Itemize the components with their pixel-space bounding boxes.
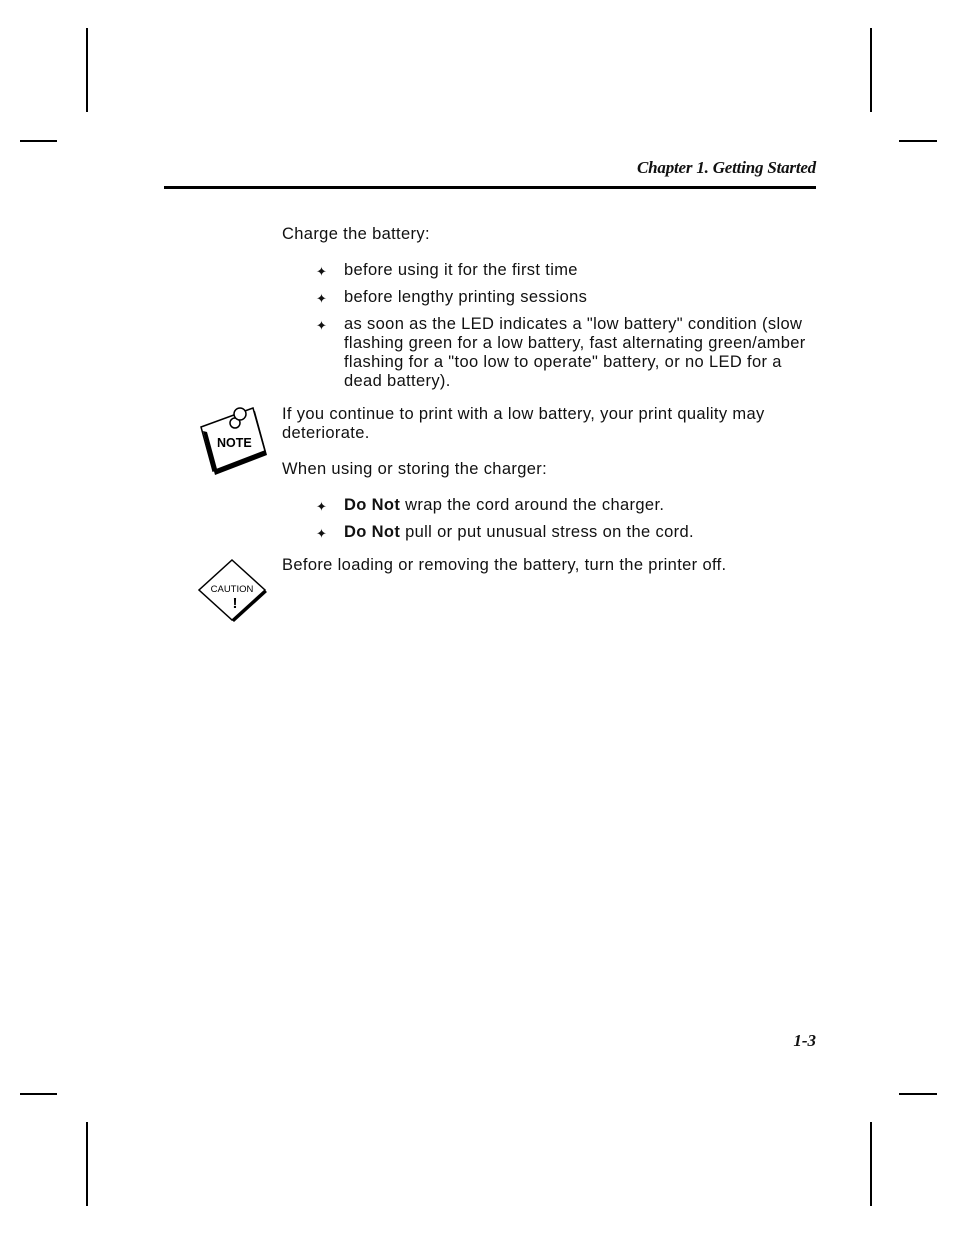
charger-intro: When using or storing the charger: (282, 460, 548, 478)
crop-mark-bottom-right-vertical (870, 1122, 872, 1206)
charger-item-1-text: wrap the cord around the charger. (400, 496, 665, 514)
charger-item-2-text: pull or put unusual stress on the cord. (400, 523, 694, 541)
header-rule (164, 186, 816, 189)
charge-item-2: before lengthy printing sessions (344, 288, 588, 306)
charger-item-1 (344, 496, 819, 515)
bullet-icon: ✦ (316, 499, 327, 514)
note-icon (199, 405, 271, 486)
do-not-label: Do Not (344, 496, 401, 514)
bullet-icon: ✦ (316, 526, 327, 541)
page-number: 1-3 (793, 1031, 816, 1050)
charge-item-1: before using it for the first time (344, 261, 578, 279)
caution-icon (198, 558, 270, 631)
bullet-icon: ✦ (316, 318, 327, 333)
charger-item-2 (344, 523, 819, 542)
charge-intro: Charge the battery: (282, 225, 430, 243)
crop-mark-top-left-vertical (86, 28, 88, 112)
caution-text: Before loading or removing the battery, turn the printer off. (282, 556, 727, 574)
caution-icon-label: CAUTION (210, 584, 254, 595)
chapter-header: Chapter 1. Getting Started (637, 158, 816, 177)
note-icon-label: NOTE (217, 436, 252, 450)
note-text: If you continue to print with a low battery, your print quality may deteriorate. (282, 405, 765, 442)
bullet-icon: ✦ (316, 291, 327, 306)
crop-mark-top-right-horizontal (899, 140, 937, 142)
bullet-icon: ✦ (316, 264, 327, 279)
charge-item-3: as soon as the LED indicates a "low battery" condition (slow flashing green for a low battery, fast alternating green/amber flashing for a "too low to operate" battery, or no LED for a dead battery). (344, 315, 806, 390)
crop-mark-top-left-horizontal (20, 140, 57, 142)
crop-mark-bottom-right-horizontal (899, 1093, 937, 1095)
crop-mark-top-right-vertical (870, 28, 872, 112)
crop-mark-bottom-left-horizontal (20, 1093, 57, 1095)
crop-mark-bottom-left-vertical (86, 1122, 88, 1206)
do-not-label: Do Not (344, 523, 401, 541)
caution-exclamation: ! (232, 595, 238, 612)
